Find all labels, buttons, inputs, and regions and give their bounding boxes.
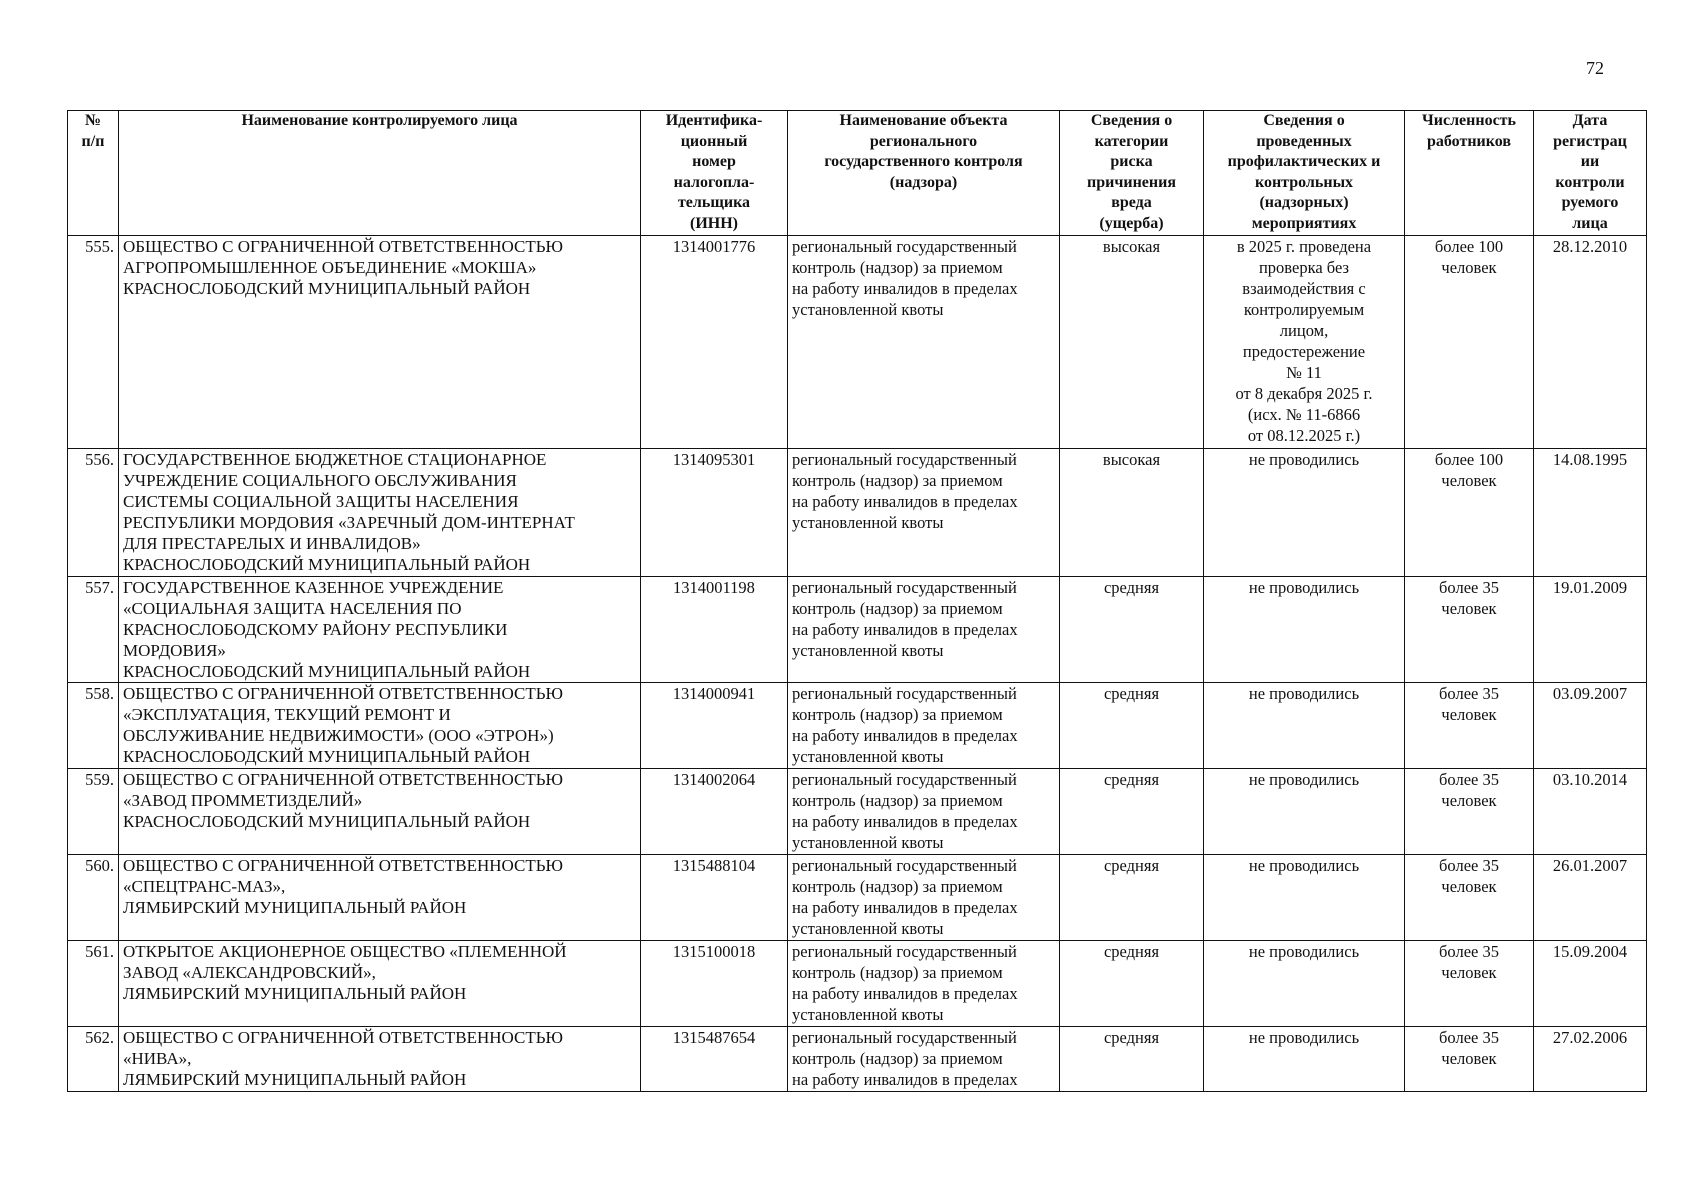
cell-inn: 1315100018	[641, 941, 788, 1027]
cell-staff: более 35 человек	[1405, 855, 1534, 941]
cell-date: 19.01.2009	[1534, 577, 1647, 683]
table-row	[68, 1027, 1647, 1092]
page-number: 72	[1586, 58, 1604, 78]
cell-org: ОБЩЕСТВО С ОГРАНИЧЕННОЙ ОТВЕТСТВЕННОСТЬЮ «НИВА», ЛЯМБИРСКИЙ МУНИЦИПАЛЬНЫЙ РАЙОН	[119, 1027, 641, 1092]
cell-inn: 1314000941	[641, 683, 788, 769]
header-risk: Сведения о категории риска причинения вреда (ущерба)	[1060, 111, 1204, 236]
cell-staff: более 35 человек	[1405, 577, 1534, 683]
cell-date: 15.09.2004	[1534, 941, 1647, 1027]
cell-num: 558.	[68, 683, 119, 769]
cell-staff: более 35 человек	[1405, 941, 1534, 1027]
cell-staff: более 100 человек	[1405, 449, 1534, 577]
table-row	[68, 855, 1647, 941]
cell-events: не проводились	[1204, 683, 1405, 769]
header-events: Сведения о проведенных профилактических и контрольных (надзорных) мероприятиях	[1204, 111, 1405, 236]
header-staff: Численность работников	[1405, 111, 1534, 236]
cell-org: ОБЩЕСТВО С ОГРАНИЧЕННОЙ ОТВЕТСТВЕННОСТЬЮ «СПЕЦТРАНС-МАЗ», ЛЯМБИРСКИЙ МУНИЦИПАЛЬНЫЙ РАЙОН	[119, 855, 641, 941]
table-row	[68, 941, 1647, 1027]
cell-inn: 1314001198	[641, 577, 788, 683]
cell-risk: средняя	[1060, 577, 1204, 683]
cell-risk: средняя	[1060, 683, 1204, 769]
cell-num: 559.	[68, 769, 119, 855]
cell-events: не проводились	[1204, 769, 1405, 855]
header-num: № п/п	[68, 111, 119, 236]
cell-date: 27.02.2006	[1534, 1027, 1647, 1092]
cell-staff: более 35 человек	[1405, 1027, 1534, 1092]
cell-inn: 1315487654	[641, 1027, 788, 1092]
cell-org: ОБЩЕСТВО С ОГРАНИЧЕННОЙ ОТВЕТСТВЕННОСТЬЮ «ЗАВОД ПРОММЕТИЗДЕЛИЙ» КРАСНОСЛОБОДСКИЙ МУНИЦИПАЛЬНЫЙ РАЙОН	[119, 769, 641, 855]
cell-date: 03.09.2007	[1534, 683, 1647, 769]
cell-org: ГОСУДАРСТВЕННОЕ БЮДЖЕТНОЕ СТАЦИОНАРНОЕ УЧРЕЖДЕНИЕ СОЦИАЛЬНОГО ОБСЛУЖИВАНИЯ СИСТЕМЫ СОЦИАЛЬНОЙ ЗАЩИТЫ НАСЕЛЕНИЯ РЕСПУБЛИКИ МОРДОВИЯ «ЗАРЕЧНЫЙ ДОМ-ИНТЕРНАТ ДЛЯ ПРЕСТАРЕЛЫХ И ИНВАЛИДОВ» КРАСНОСЛОБОДСКИЙ МУНИЦИПАЛЬНЫЙ РАЙОН	[119, 449, 641, 577]
header-object: Наименование объекта регионального государственного контроля (надзора)	[788, 111, 1060, 236]
table-row	[68, 236, 1647, 449]
cell-risk: средняя	[1060, 1027, 1204, 1092]
cell-risk: средняя	[1060, 769, 1204, 855]
cell-date: 26.01.2007	[1534, 855, 1647, 941]
cell-staff: более 100 человек	[1405, 236, 1534, 449]
cell-staff: более 35 человек	[1405, 683, 1534, 769]
table-row	[68, 577, 1647, 683]
cell-events: в 2025 г. проведена проверка без взаимодействия с контролируемым лицом, предостережение № 11 от 8 декабря 2025 г. (исх. № 11-6866 от 08.12.2025 г.)	[1204, 236, 1405, 449]
header-row	[68, 111, 1647, 236]
cell-inn: 1314001776	[641, 236, 788, 449]
table-row	[68, 683, 1647, 769]
cell-date: 28.12.2010	[1534, 236, 1647, 449]
cell-object: региональный государственный контроль (надзор) за приемом на работу инвалидов в пределах установленной квоты	[788, 855, 1060, 941]
cell-object: региональный государственный контроль (надзор) за приемом на работу инвалидов в пределах	[788, 1027, 1060, 1092]
cell-num: 555.	[68, 236, 119, 449]
header-org: Наименование контролируемого лица	[119, 111, 641, 236]
cell-risk: высокая	[1060, 236, 1204, 449]
cell-org: ОТКРЫТОЕ АКЦИОНЕРНОЕ ОБЩЕСТВО «ПЛЕМЕННОЙ ЗАВОД «АЛЕКСАНДРОВСКИЙ», ЛЯМБИРСКИЙ МУНИЦИПАЛЬНЫЙ РАЙОН	[119, 941, 641, 1027]
cell-object: региональный государственный контроль (надзор) за приемом на работу инвалидов в пределах установленной квоты	[788, 769, 1060, 855]
cell-events: не проводились	[1204, 449, 1405, 577]
cell-org: ОБЩЕСТВО С ОГРАНИЧЕННОЙ ОТВЕТСТВЕННОСТЬЮ АГРОПРОМЫШЛЕННОЕ ОБЪЕДИНЕНИЕ «МОКША» КРАСНОСЛОБОДСКИЙ МУНИЦИПАЛЬНЫЙ РАЙОН	[119, 236, 641, 449]
cell-num: 561.	[68, 941, 119, 1027]
table-row	[68, 449, 1647, 577]
cell-num: 560.	[68, 855, 119, 941]
cell-inn: 1314095301	[641, 449, 788, 577]
cell-num: 556.	[68, 449, 119, 577]
cell-events: не проводились	[1204, 941, 1405, 1027]
cell-object: региональный государственный контроль (надзор) за приемом на работу инвалидов в пределах установленной квоты	[788, 577, 1060, 683]
cell-object: региональный государственный контроль (надзор) за приемом на работу инвалидов в пределах установленной квоты	[788, 683, 1060, 769]
cell-num: 557.	[68, 577, 119, 683]
cell-date: 03.10.2014	[1534, 769, 1647, 855]
cell-object: региональный государственный контроль (надзор) за приемом на работу инвалидов в пределах установленной квоты	[788, 449, 1060, 577]
cell-staff: более 35 человек	[1405, 769, 1534, 855]
cell-risk: высокая	[1060, 449, 1204, 577]
cell-inn: 1314002064	[641, 769, 788, 855]
cell-num: 562.	[68, 1027, 119, 1092]
cell-object: региональный государственный контроль (надзор) за приемом на работу инвалидов в пределах установленной квоты	[788, 236, 1060, 449]
cell-org: ГОСУДАРСТВЕННОЕ КАЗЕННОЕ УЧРЕЖДЕНИЕ «СОЦИАЛЬНАЯ ЗАЩИТА НАСЕЛЕНИЯ ПО КРАСНОСЛОБОДСКОМУ РАЙОНУ РЕСПУБЛИКИ МОРДОВИЯ» КРАСНОСЛОБОДСКИЙ МУНИЦИПАЛЬНЫЙ РАЙОН	[119, 577, 641, 683]
header-date: Дата регистрац ии контроли руемого лица	[1534, 111, 1647, 236]
registry-table	[67, 110, 1647, 1092]
cell-inn: 1315488104	[641, 855, 788, 941]
cell-events: не проводились	[1204, 855, 1405, 941]
table-row	[68, 769, 1647, 855]
cell-org: ОБЩЕСТВО С ОГРАНИЧЕННОЙ ОТВЕТСТВЕННОСТЬЮ «ЭКСПЛУАТАЦИЯ, ТЕКУЩИЙ РЕМОНТ И ОБСЛУЖИВАНИЕ НЕДВИЖИМОСТИ» (ООО «ЭТРОН») КРАСНОСЛОБОДСКИЙ МУНИЦИПАЛЬНЫЙ РАЙОН	[119, 683, 641, 769]
cell-risk: средняя	[1060, 941, 1204, 1027]
cell-events: не проводились	[1204, 1027, 1405, 1092]
cell-date: 14.08.1995	[1534, 449, 1647, 577]
header-inn: Идентифика- ционный номер налогопла- тельщика (ИНН)	[641, 111, 788, 236]
cell-object: региональный государственный контроль (надзор) за приемом на работу инвалидов в пределах установленной квоты	[788, 941, 1060, 1027]
cell-events: не проводились	[1204, 577, 1405, 683]
cell-risk: средняя	[1060, 855, 1204, 941]
